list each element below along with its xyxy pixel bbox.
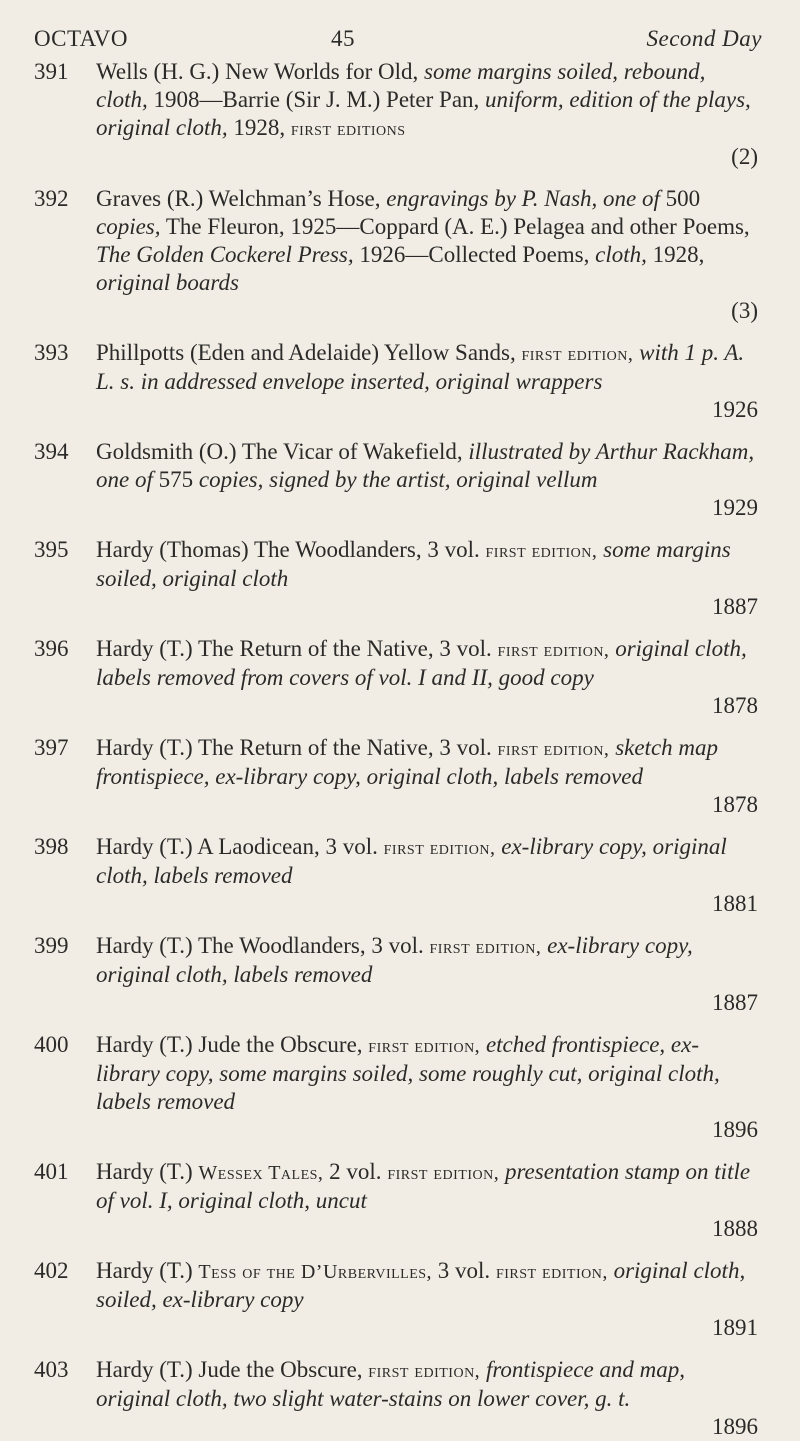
lot-text (96, 933, 693, 987)
lot-text-part: presentation stamp on title of vol. I, original cloth, uncut (96, 1159, 751, 1213)
lot-number: 393 (34, 340, 69, 365)
lot-text-part: first edition, (497, 738, 610, 760)
lot-entry (34, 734, 766, 819)
lot-description (96, 932, 766, 1017)
lot-number: 391 (34, 59, 69, 84)
lot-text-part: first edition, (429, 936, 542, 958)
lot-tail (96, 1116, 758, 1144)
lot-text (96, 537, 731, 591)
lot-date-or-count: 1929 (712, 495, 758, 520)
lot-entry (34, 833, 766, 918)
lot-text-part: 500 (659, 186, 701, 211)
lot-text-part: first edition, (387, 1162, 500, 1184)
lot-date-or-count: 1887 (712, 990, 758, 1015)
lot-text-part: some margins soiled, original cloth (96, 537, 731, 591)
lot-text-part: Graves (R.) Welchman’s Hose, (96, 186, 387, 211)
lot-tail (96, 593, 758, 621)
lot-text (96, 1159, 750, 1213)
lot-number: 394 (34, 439, 69, 464)
lot-text-part: Hardy (T.) The Woodlanders, 3 vol. (96, 933, 430, 958)
lot-tail (96, 1215, 758, 1243)
lot-text-part: first edition, (485, 540, 598, 562)
lot-entry (34, 1257, 766, 1342)
lot-text-part: illustrated by Arthur Rackham, one of (96, 439, 755, 492)
lot-text-part: first edition, (497, 639, 610, 661)
lot-text-part: sketch map frontispiece, ex-library copy, original cloth, labels removed (96, 735, 719, 789)
lot-text-part: frontispiece and map, original cloth, two slight water-stains on lower cover, g. t. (96, 1357, 686, 1411)
lot-text-part: first editions (290, 118, 406, 140)
lot-description (96, 1031, 766, 1144)
lot-text-part: Hardy (T.) The Return of the Native, 3 vol. (96, 735, 498, 760)
lot-text-part: 1928, (646, 242, 705, 267)
lot-date-or-count: 1896 (712, 1117, 758, 1142)
lot-text-part: 1908—Barrie (Sir J. M.) Peter Pan, (147, 87, 486, 112)
lot-text (96, 340, 744, 394)
lot-text-part: 3 vol. (432, 1258, 496, 1283)
lot-text-part: uniform, edition of the plays, original cloth, (96, 87, 751, 140)
page-header (34, 26, 766, 52)
lot-entry (34, 438, 766, 522)
lot-description (96, 1356, 766, 1441)
lot-description (96, 1158, 766, 1243)
lot-number: 392 (34, 186, 69, 211)
lot-text-part: Goldsmith (O.) The Vicar of Wakefield, (96, 439, 469, 464)
lot-text-part: Wells (H. G.) New Worlds for Old, (96, 59, 425, 84)
lot-date-or-count: 1891 (712, 1315, 758, 1340)
lot-description (96, 339, 766, 424)
lot-tail (96, 791, 758, 819)
lot-tail (96, 1413, 758, 1441)
lot-tail (96, 692, 758, 720)
lot-text-part: Hardy (T.) (96, 1159, 199, 1184)
lot-text (96, 636, 747, 690)
lot-text (96, 186, 750, 295)
lot-date-or-count: 1888 (712, 1216, 758, 1241)
lot-text (96, 735, 718, 789)
lot-text-part: copies, signed by the artist, original vellum (198, 467, 598, 492)
lot-tail (96, 297, 758, 325)
lot-number: 400 (34, 1032, 69, 1057)
lot-tail (96, 143, 758, 171)
lot-text (96, 439, 754, 492)
lot-tail (96, 1314, 758, 1342)
lot-entry (34, 339, 766, 424)
lot-text-part: first edition, (368, 1360, 481, 1382)
lot-date-or-count: 1881 (712, 891, 758, 916)
lot-text-part: original boards (96, 270, 239, 295)
lot-text-part: Hardy (T.) Jude the Obscure, (96, 1357, 369, 1382)
lot-text-part: first edition, (383, 837, 496, 859)
lot-number: 398 (34, 834, 69, 859)
lot-text-part: 1926—Collected Poems, (353, 242, 596, 267)
header-format: OCTAVO (34, 26, 129, 51)
lot-list (34, 58, 766, 1441)
lot-tail (96, 494, 758, 522)
lot-text (96, 1357, 685, 1411)
lot-date-or-count: 1887 (712, 594, 758, 619)
lot-entry (34, 185, 766, 325)
lot-text-part: Hardy (T.) Jude the Obscure, (96, 1032, 369, 1057)
lot-entry (34, 1031, 766, 1144)
lot-text-part: ex-library copy, original cloth, labels removed (96, 834, 727, 888)
page-number: 45 (331, 26, 355, 51)
lot-text-part: 575 (152, 467, 199, 492)
lot-date-or-count: (3) (731, 298, 758, 323)
lot-text-part: some margins soiled, rebound, cloth, (96, 59, 706, 112)
lot-tail (96, 989, 758, 1017)
lot-text-part: with 1 p. A. L. s. in addressed envelope inserted, original wrappers (96, 340, 745, 394)
lot-description (96, 635, 766, 720)
lot-text (96, 834, 727, 888)
lot-number: 399 (34, 933, 69, 958)
lot-text-part: etched frontispiece, ex-library copy, some margins soiled, some roughly cut, original cloth, labels removed (96, 1032, 720, 1114)
lot-description (96, 58, 766, 171)
lot-description (96, 185, 766, 325)
lot-entry (34, 932, 766, 1017)
lot-text-part: engravings by P. Nash, one of (386, 186, 660, 211)
lot-entry (34, 635, 766, 720)
lot-text-part: first edition, (368, 1035, 481, 1057)
lot-number: 402 (34, 1258, 69, 1283)
lot-date-or-count: 1878 (712, 792, 758, 817)
lot-description (96, 536, 766, 621)
lot-tail (96, 890, 758, 918)
lot-text-part: Phillpotts (Eden and Adelaide) Yellow Sands, (96, 340, 522, 365)
lot-text-part: original cloth, soiled, ex-library copy (96, 1258, 746, 1312)
lot-description (96, 833, 766, 918)
lot-text-part: Tess of the D’Urbervilles, (198, 1261, 433, 1283)
lot-tail (96, 396, 758, 424)
lot-text-part: The Golden Cockerel Press, (96, 242, 354, 267)
lot-description (96, 734, 766, 819)
lot-text-part: Hardy (T.) (96, 1258, 199, 1283)
lot-number: 396 (34, 636, 69, 661)
lot-date-or-count: 1926 (712, 397, 758, 422)
lot-text (96, 59, 751, 140)
lot-number: 401 (34, 1159, 69, 1184)
lot-text-part: first edition, (495, 1261, 608, 1283)
lot-text-part: Wessex Tales, (198, 1162, 324, 1184)
header-day: Second Day (646, 26, 762, 51)
lot-date-or-count: (2) (731, 144, 758, 169)
lot-text-part: copies, (96, 214, 161, 239)
lot-entry (34, 1158, 766, 1243)
lot-entry (34, 536, 766, 621)
lot-text-part: Hardy (T.) A Laodicean, 3 vol. (96, 834, 384, 859)
lot-text (96, 1032, 720, 1114)
lot-text-part: original cloth, labels removed from covers of vol. I and II, good copy (96, 636, 747, 690)
lot-text-part: The Fleuron, 1925—Coppard (A. E.) Pelagea and other Poems, (160, 214, 750, 239)
lot-number: 403 (34, 1357, 69, 1382)
lot-text-part: Hardy (Thomas) The Woodlanders, 3 vol. (96, 537, 486, 562)
lot-text-part: Hardy (T.) The Return of the Native, 3 vol. (96, 636, 498, 661)
lot-entry (34, 1356, 766, 1441)
lot-description (96, 1257, 766, 1342)
lot-text-part: ex-library copy, original cloth, labels removed (96, 933, 693, 987)
lot-number: 395 (34, 537, 69, 562)
lot-text-part: 2 vol. (323, 1159, 388, 1184)
lot-entry (34, 58, 766, 171)
lot-date-or-count: 1878 (712, 693, 758, 718)
lot-text (96, 1258, 745, 1312)
lot-date-or-count: 1896 (712, 1414, 758, 1439)
lot-text-part: 1928, (227, 115, 291, 140)
lot-description (96, 438, 766, 522)
lot-number: 397 (34, 735, 69, 760)
lot-text-part: first edition, (521, 343, 634, 365)
lot-text-part: cloth, (595, 242, 647, 267)
